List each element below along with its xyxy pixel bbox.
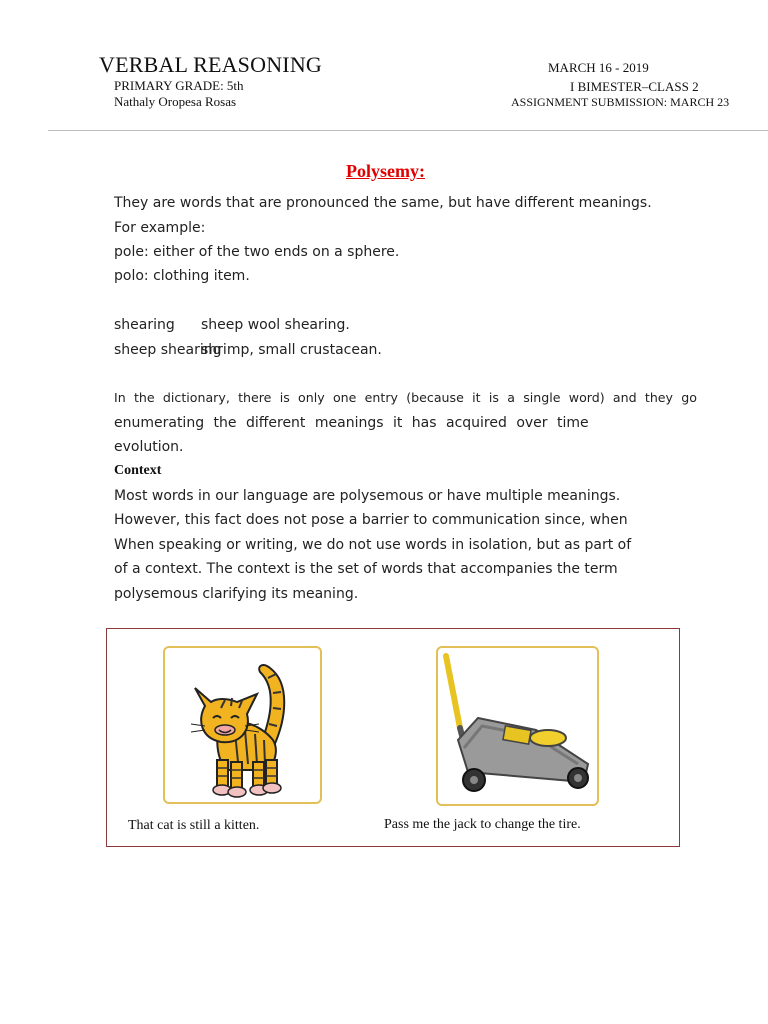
context-line-1: Most words in our language are polysemous or have multiple meanings. (114, 488, 621, 504)
for-example-label: For example: (114, 220, 206, 236)
context-line-2: However, this fact does not pose a barrier to communication since, when (114, 512, 628, 528)
document-date: MARCH 16 - 2019 (548, 60, 649, 75)
example-shearing-meaning: sheep wool shearing. (201, 317, 350, 333)
header-divider (48, 130, 768, 131)
teacher-name: Nathaly Oropesa Rosas (114, 94, 237, 109)
primary-grade: PRIMARY GRADE: 5th (114, 78, 244, 93)
illustration-frame (106, 628, 680, 847)
class-label: I BIMESTER–CLASS 2 (570, 79, 699, 94)
example-polo: polo: clothing item. (114, 268, 250, 284)
jack-card (436, 646, 599, 806)
submission-date: ASSIGNMENT SUBMISSION: MARCH 23 (511, 95, 730, 109)
dictionary-line-1: In the dictionary, there is only one entry (because it is a single word) and they go (114, 390, 697, 405)
dictionary-line-2: enumerating the different meanings it has acquired over time (114, 415, 589, 431)
right-caption: Pass me the jack to change the tire. (384, 817, 581, 832)
example-pole: pole: either of the two ends on a sphere. (114, 244, 400, 260)
cat-card (163, 646, 322, 804)
car-jack-illustration-icon (438, 648, 597, 804)
section-heading: Polysemy: (346, 161, 425, 181)
context-line-3: When speaking or writing, we do not use words in isolation, but as part of (114, 537, 632, 553)
context-line-5: polysemous clarifying its meaning. (114, 586, 359, 602)
document-title: VERBAL REASONING (99, 52, 322, 77)
example-shearing2-meaning: shrimp, small crustacean. (201, 342, 382, 358)
left-caption: That cat is still a kitten. (128, 818, 260, 833)
example-shearing2-term: sheep shearing (114, 342, 222, 358)
dictionary-line-3: evolution. (114, 439, 184, 455)
context-heading: Context (114, 463, 162, 478)
example-shearing-term: shearing (114, 317, 175, 333)
context-line-4: of a context. The context is the set of words that accompanies the term (114, 561, 618, 577)
cat-illustration-icon (165, 648, 320, 802)
definition-text: They are words that are pronounced the same, but have different meanings. (114, 195, 652, 211)
